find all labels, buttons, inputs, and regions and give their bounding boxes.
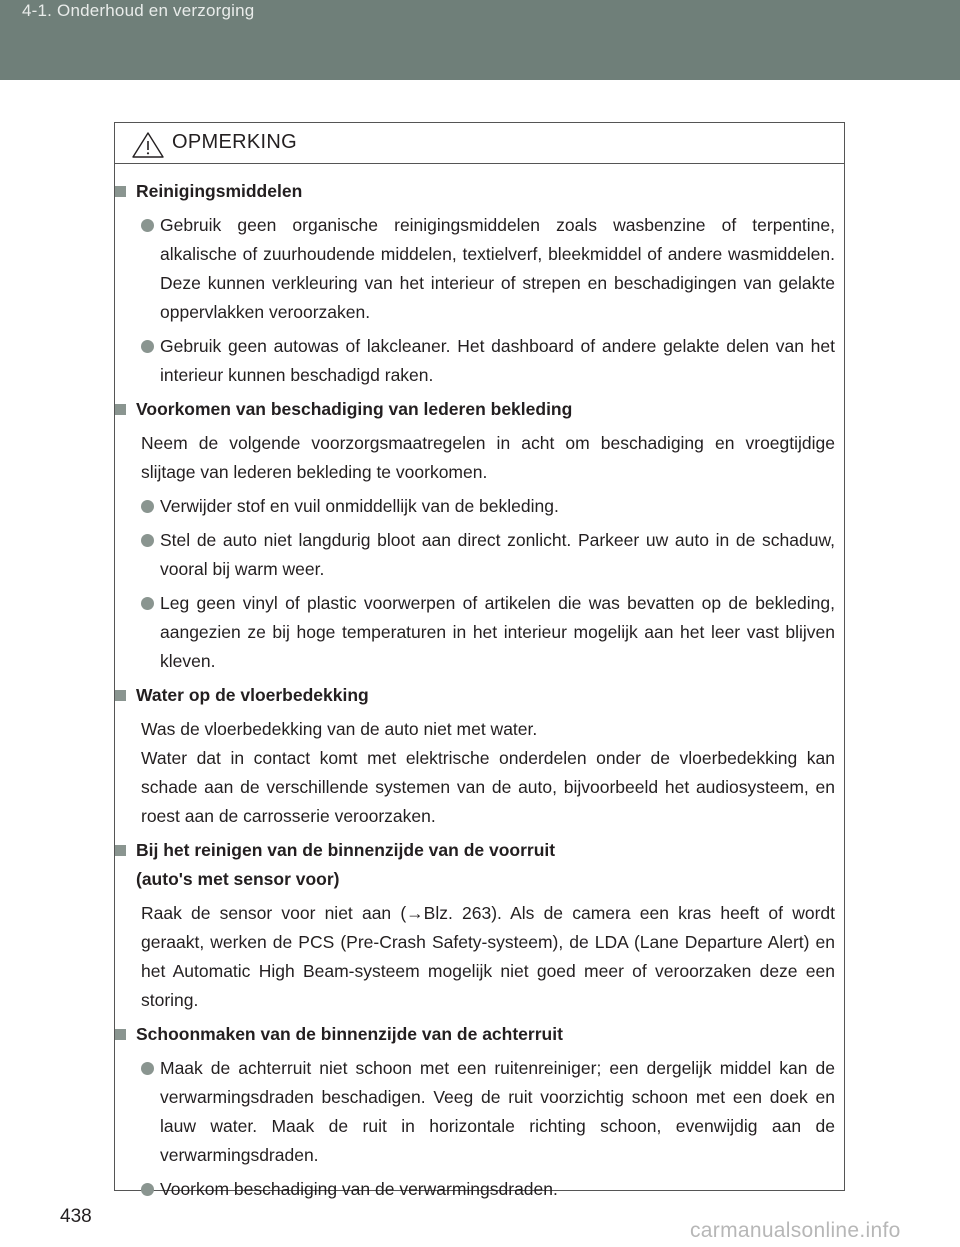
list-item: Voorkom beschadiging van de verwarmingsdraden.: [115, 1175, 844, 1204]
watermark: carmanualsonline.info: [690, 1219, 901, 1242]
note-body: [115, 177, 844, 1209]
square-bullet-icon: [115, 1029, 126, 1040]
note-header: [115, 123, 844, 164]
page-number: 438: [60, 1206, 92, 1227]
header-band: [0, 0, 960, 80]
note-title: OPMERKING: [172, 131, 297, 153]
warning-icon: [131, 131, 165, 159]
section-rear-window: [115, 1020, 844, 1204]
paragraph: Raak de sensor voor niet aan (→Blz. 263). Als de camera een kras heeft of wordt geraakt, werken de PCS (Pre-Crash Safety-systeem), de LDA (Lane Departure Alert) en het Automatic High Beam-systeem mogelijk niet goed meer of veroorzaken deze een storing.: [141, 903, 835, 1010]
list-item: Gebruik geen organische reinigingsmiddelen zoals wasbenzine of terpentine, alkalische of zuurhoudende middelen, textielverf, bleekmiddel of andere wasmiddelen. Deze kunnen verkleuring van het interieur of strepen en beschadigingen van gelakte oppervlakken veroorzaken.: [115, 211, 844, 327]
section-heading: Voorkomen van beschadiging van lederen bekleding: [115, 395, 844, 424]
section-title: 4-1. Onderhoud en verzorging: [22, 1, 255, 20]
round-bullet-icon: [141, 340, 154, 353]
square-bullet-icon: [115, 186, 126, 197]
square-bullet-icon: [115, 845, 126, 856]
round-bullet-icon: [141, 597, 154, 610]
section-floor-carpet: [115, 681, 844, 831]
list-item: Verwijder stof en vuil onmiddellijk van de bekleding.: [115, 492, 844, 521]
paragraph: Neem de volgende voorzorgsmaatregelen in acht om beschadiging en vroegtijdige slijtage van lederen bekleding te voorkomen.: [141, 433, 835, 482]
note-box: [114, 122, 845, 1199]
section-leather: [115, 395, 844, 676]
square-bullet-icon: [115, 404, 126, 415]
list-item: Leg geen vinyl of plastic voorwerpen of artikelen die was bevatten op de bekleding, aangezien ze bij hoge temperaturen in het interieur mogelijk aan het leer vast blijven kleven.: [115, 589, 844, 676]
section-heading: Water op de vloerbedekking: [115, 681, 844, 710]
list-item: Stel de auto niet langdurig bloot aan direct zonlicht. Parkeer uw auto in de schaduw, vooral bij warm weer.: [115, 526, 844, 584]
square-bullet-icon: [115, 690, 126, 701]
round-bullet-icon: [141, 534, 154, 547]
list-item: Maak de achterruit niet schoon met een ruitenreiniger; een dergelijk middel kan de verwarmingsdraden beschadigen. Veeg de ruit voorzichtig schoon met een doek en lauw water. Maak de ruit in horizontale richting schoon, evenwijdig aan de verwarmingsdraden.: [115, 1054, 844, 1170]
round-bullet-icon: [141, 500, 154, 513]
round-bullet-icon: [141, 1062, 154, 1075]
section-heading: Bij het reinigen van de binnenzijde van de voorruit (auto's met sensor voor): [115, 836, 844, 894]
round-bullet-icon: [141, 219, 154, 232]
section-cleaning-agents: [115, 177, 844, 390]
round-bullet-icon: [141, 1183, 154, 1196]
section-windshield: [115, 836, 844, 1015]
section-heading: Schoonmaken van de binnenzijde van de achterruit: [115, 1020, 844, 1049]
section-heading: Reinigingsmiddelen: [115, 177, 844, 206]
paragraph: Was de vloerbedekking van de auto niet met water. Water dat in contact komt met elektrische onderdelen onder de vloerbedekking kan schade aan de verschillende systemen van de auto, bijvoorbeeld het audiosysteem, en roest aan de carrosserie veroorzaken.: [141, 719, 835, 826]
list-item: Gebruik geen autowas of lakcleaner. Het dashboard of andere gelakte delen van het interieur kunnen beschadigd raken.: [115, 332, 844, 390]
